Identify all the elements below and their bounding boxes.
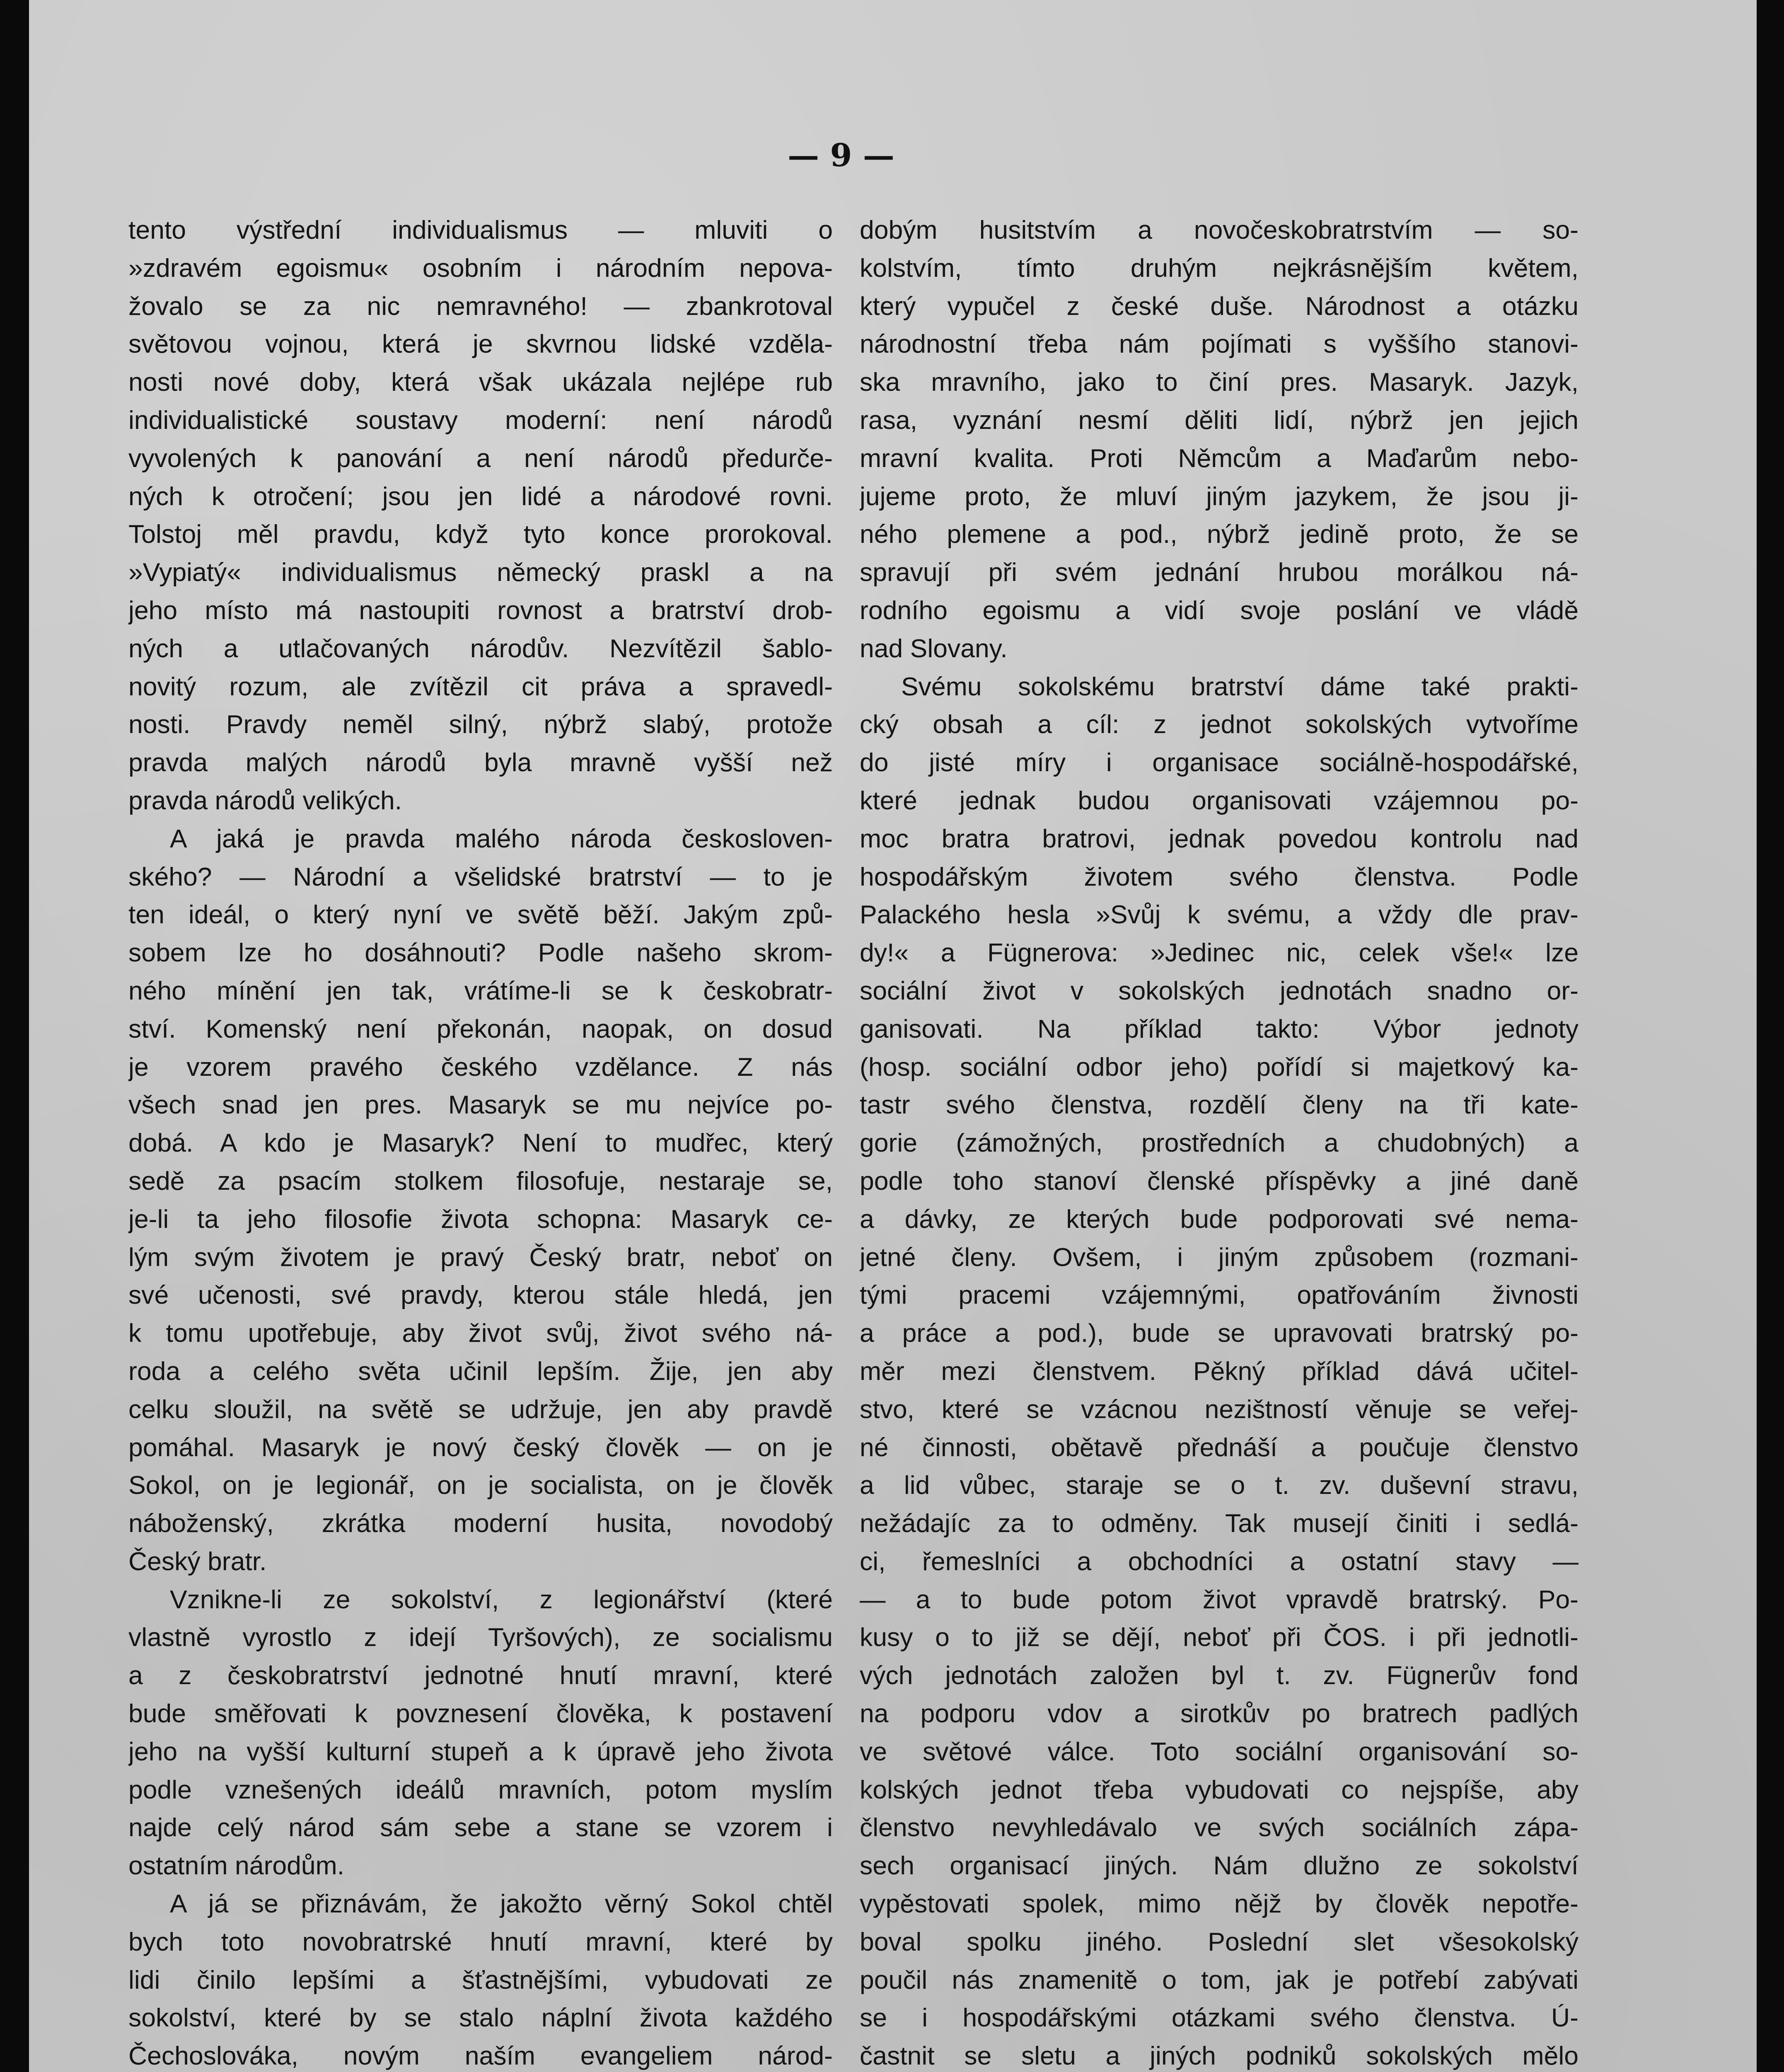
text-line: Sokol, on je legionář, on je socialista, on je člověk xyxy=(128,1471,833,1500)
text-line: hospodářským životem svého členstva. Podle xyxy=(860,862,1579,891)
text-line: Vznikne-li ze sokolství, z legionářství (které xyxy=(170,1585,833,1614)
text-line: je vzorem pravého českého vzdělance. Z nás xyxy=(128,1052,833,1082)
text-line: vých jednotách založen byl t. zv. Fügnerův fond xyxy=(860,1661,1579,1690)
text-line: ve světové válce. Toto sociální organisování so- xyxy=(860,1737,1579,1766)
text-line: dobá. A kdo je Masaryk? Není to mudřec, který xyxy=(128,1128,833,1158)
text-line: stvo, které se vzácnou nezištností věnuje se veřej- xyxy=(860,1394,1579,1424)
text-line: bude směřovati k povznesení člověka, k postavení xyxy=(128,1699,833,1728)
text-line: jujeme proto, že mluví jiným jazykem, že jsou ji- xyxy=(860,482,1579,511)
text-line: je-li ta jeho filosofie života schopna: Masaryk ce- xyxy=(128,1204,833,1234)
text-line: jeho místo má nastoupiti rovnost a bratrství drob- xyxy=(128,595,833,625)
text-line: poučil nás znamenitě o tom, jak je potřebí zabývati xyxy=(860,1965,1579,1995)
text-line: dobým husitstvím a novočeskobratrstvím — so- xyxy=(860,215,1579,244)
text-line: pomáhal. Masaryk je nový český člověk — on je xyxy=(128,1433,833,1462)
text-line: a z českobratrství jednotné hnutí mravní, které xyxy=(128,1661,833,1690)
text-line: a práce a pod.), bude se upravovati bratrský po- xyxy=(860,1319,1579,1348)
text-line: moc bratra bratrovi, jednak povedou kontrolu nad xyxy=(860,824,1579,853)
text-line: Tolstoj měl pravdu, když tyto konce prorokoval. xyxy=(128,520,833,549)
text-line: sedě za psacím stolkem filosofuje, nestaraje se, xyxy=(128,1166,833,1196)
text-line: všech snad jen pres. Masaryk se mu nejvíce po- xyxy=(128,1090,833,1120)
text-line: (hosp. sociální odbor jeho) pořídí si majetkový ka- xyxy=(860,1052,1579,1082)
text-line: ska mravního, jako to činí pres. Masaryk. Jazyk, xyxy=(860,368,1579,397)
text-line: né činnosti, obětavě přednáší a poučuje členstvo xyxy=(860,1433,1579,1462)
text-line: světovou vojnou, která je skvrnou lidské vzděla- xyxy=(128,329,833,359)
text-line: boval spolku jiného. Poslední slet všesokolský xyxy=(860,1927,1579,1956)
text-line: individualistické soustavy moderní: není národů xyxy=(128,405,833,435)
text-line: k tomu upotřebuje, aby život svůj, život svého ná- xyxy=(128,1319,833,1348)
text-line: ství. Komenský není překonán, naopak, on dosud xyxy=(128,1014,833,1043)
text-line: rodního egoismu a vidí svoje poslání ve vládě xyxy=(860,595,1579,625)
text-line: A jaká je pravda malého národa českosloven- xyxy=(170,824,833,853)
text-line: ného plemene a pod., nýbrž jedině proto, že se xyxy=(860,520,1579,549)
text-line: jeho na vyšší kulturní stupeň a k úpravě jeho života xyxy=(128,1737,833,1766)
text-line: častnit se sletu a jiných podniků sokolských mělo xyxy=(860,2041,1579,2071)
paragraph xyxy=(128,1581,833,1885)
text-line: ganisovati. Na příklad takto: Výbor jednoty xyxy=(860,1014,1579,1043)
text-line: vypěstovati spolek, mimo nějž by člověk nepotře- xyxy=(860,1889,1579,1919)
text-line: na podporu vdov a sirotkův po bratrech padlých xyxy=(860,1699,1579,1728)
text-line: Palackého hesla »Svůj k svému, a vždy dle prav- xyxy=(860,900,1579,929)
text-line: žovalo se za nic nemravného! — zbankrotoval xyxy=(128,291,833,321)
text-line: tými pracemi vzájemnými, opatřováním živnosti xyxy=(860,1280,1579,1310)
text-line: podle vznešených ideálů mravních, potom myslím xyxy=(128,1775,833,1804)
paragraph xyxy=(860,211,1579,668)
text-line: A já se přiznávám, že jakožto věrný Sokol chtěl xyxy=(170,1889,833,1919)
text-line: cký obsah a cíl: z jednot sokolských vytvoříme xyxy=(860,710,1579,739)
text-line: Čechoslováka, novým naším evangeliem národ- xyxy=(128,2041,833,2071)
text-line: ných a utlačovaných národův. Nezvítězil šablo- xyxy=(128,634,833,663)
text-line: náboženský, zkrátka moderní husita, novodobý xyxy=(128,1509,833,1538)
text-line: ného mínění jen tak, vrátíme-li se k českobratr- xyxy=(128,976,833,1005)
text-line: do jisté míry i organisace sociálně-hospodářské, xyxy=(860,748,1579,777)
text-line: se i hospodářskými otázkami svého členstva. Ú- xyxy=(860,2003,1579,2033)
text-line: bych toto novobratrské hnutí mravní, které by xyxy=(128,1927,833,1956)
paragraph xyxy=(128,211,833,820)
text-line: pravda národů velikých. xyxy=(128,786,402,815)
text-line: sokolství, které by se stalo náplní života každého xyxy=(128,2003,833,2033)
text-line: sobem lze ho dosáhnouti? Podle našeho skrom- xyxy=(128,938,833,968)
text-line: — a to bude potom život vpravdě bratrský. Po- xyxy=(860,1585,1579,1614)
text-line: nad Slovany. xyxy=(860,634,1008,663)
text-line: kusy o to již se dějí, neboť při ČOS. i při jednotli- xyxy=(860,1623,1579,1652)
text-line: dy!« a Fügnerova: »Jedinec nic, celek vše!« lze xyxy=(860,938,1579,968)
text-line: ten ideál, o který nyní ve světě běží. Jakým způ- xyxy=(128,900,833,929)
text-line: ci, řemeslníci a obchodníci a ostatní stavy — xyxy=(860,1547,1579,1576)
text-line: spravují při svém jednání hrubou morálkou ná- xyxy=(860,558,1579,587)
text-line: vyvolených k panování a není národů předurče- xyxy=(128,443,833,473)
paragraph xyxy=(128,820,833,1581)
text-line: rasa, vyznání nesmí děliti lidí, nýbrž jen jejich xyxy=(860,405,1579,435)
text-line: vlastně vyrostlo z idejí Tyršových), ze socialismu xyxy=(128,1623,833,1652)
text-line: gorie (zámožných, prostředních a chudobných) a xyxy=(860,1128,1579,1158)
text-line: kolstvím, tímto druhým nejkrásnějším květem, xyxy=(860,253,1579,283)
text-line: celku sloužil, na světě se udržuje, jen aby pravdě xyxy=(128,1394,833,1424)
text-line: tento výstřední individualismus — mluviti o xyxy=(128,215,833,244)
text-line: měr mezi členstvem. Pěkný příklad dává učitel- xyxy=(860,1356,1579,1386)
text-line: nosti nové doby, která však ukázala nejlépe rub xyxy=(128,368,833,397)
text-line: novitý rozum, ale zvítězil cit práva a spravedl- xyxy=(128,672,833,701)
text-line: své učenosti, své pravdy, kterou stále hledá, jen xyxy=(128,1280,833,1310)
text-line: nežádajíc za to odměny. Tak musejí činiti i sedlá- xyxy=(860,1509,1579,1538)
right-column xyxy=(860,211,1579,2072)
text-line: ského? — Národní a všelidské bratrství — to je xyxy=(128,862,833,891)
text-line: a dávky, ze kterých bude podporovati své nema- xyxy=(860,1204,1579,1234)
text-line: mravní kvalita. Proti Němcům a Maďarům nebo- xyxy=(860,443,1579,473)
text-line: roda a celého světa učinil lepším. Žije, jen aby xyxy=(128,1356,833,1386)
text-line: národnostní třeba nám pojímati s vyššího stanovi- xyxy=(860,329,1579,359)
text-line: členstvo nevyhledávalo ve svých sociálních zápa- xyxy=(860,1813,1579,1842)
text-line: lým svým životem je pravý Český bratr, neboť on xyxy=(128,1242,833,1272)
text-line: najde celý národ sám sebe a stane se vzorem i xyxy=(128,1813,833,1842)
text-line: který vypučel z české duše. Národnost a otázku xyxy=(860,291,1579,321)
paragraph xyxy=(128,1885,833,2072)
text-line: sech organisací jiných. Nám dlužno ze sokolství xyxy=(860,1851,1579,1881)
page-number: — 9 — xyxy=(788,137,894,174)
text-line: a lid vůbec, staraje se o t. zv. duševní stravu, xyxy=(860,1471,1579,1500)
text-line: jetné členy. Ovšem, i jiným způsobem (rozmani- xyxy=(860,1242,1579,1272)
text-line: tastr svého členstva, rozdělí členy na tři kate- xyxy=(860,1090,1579,1120)
text-line: nosti. Pravdy neměl silný, nýbrž slabý, protože xyxy=(128,710,833,739)
text-line: které jednak budou organisovati vzájemnou po- xyxy=(860,786,1579,815)
text-line: podle toho stanoví členské příspěvky a jiné daně xyxy=(860,1166,1579,1196)
text-line: pravda malých národů byla mravně vyšší než xyxy=(128,748,833,777)
left-column xyxy=(128,211,833,2072)
paragraph xyxy=(860,668,1579,2072)
text-line: ných k otročení; jsou jen lidé a národové rovni. xyxy=(128,482,833,511)
text-line: Český bratr. xyxy=(128,1547,267,1576)
text-line: »Vypiatý« individualismus německý praskl a na xyxy=(128,558,833,587)
text-line: kolských jednot třeba vybudovati co nejspíše, aby xyxy=(860,1775,1579,1804)
text-line: sociální život v sokolských jednotách snadno or- xyxy=(860,976,1579,1005)
text-line: lidi činilo lepšími a šťastnějšími, vybudovati ze xyxy=(128,1965,833,1995)
text-line: Svému sokolskému bratrství dáme také prakti- xyxy=(901,672,1579,701)
text-line: »zdravém egoismu« osobním i národním nepova- xyxy=(128,253,833,283)
text-line: ostatním národům. xyxy=(128,1851,345,1881)
